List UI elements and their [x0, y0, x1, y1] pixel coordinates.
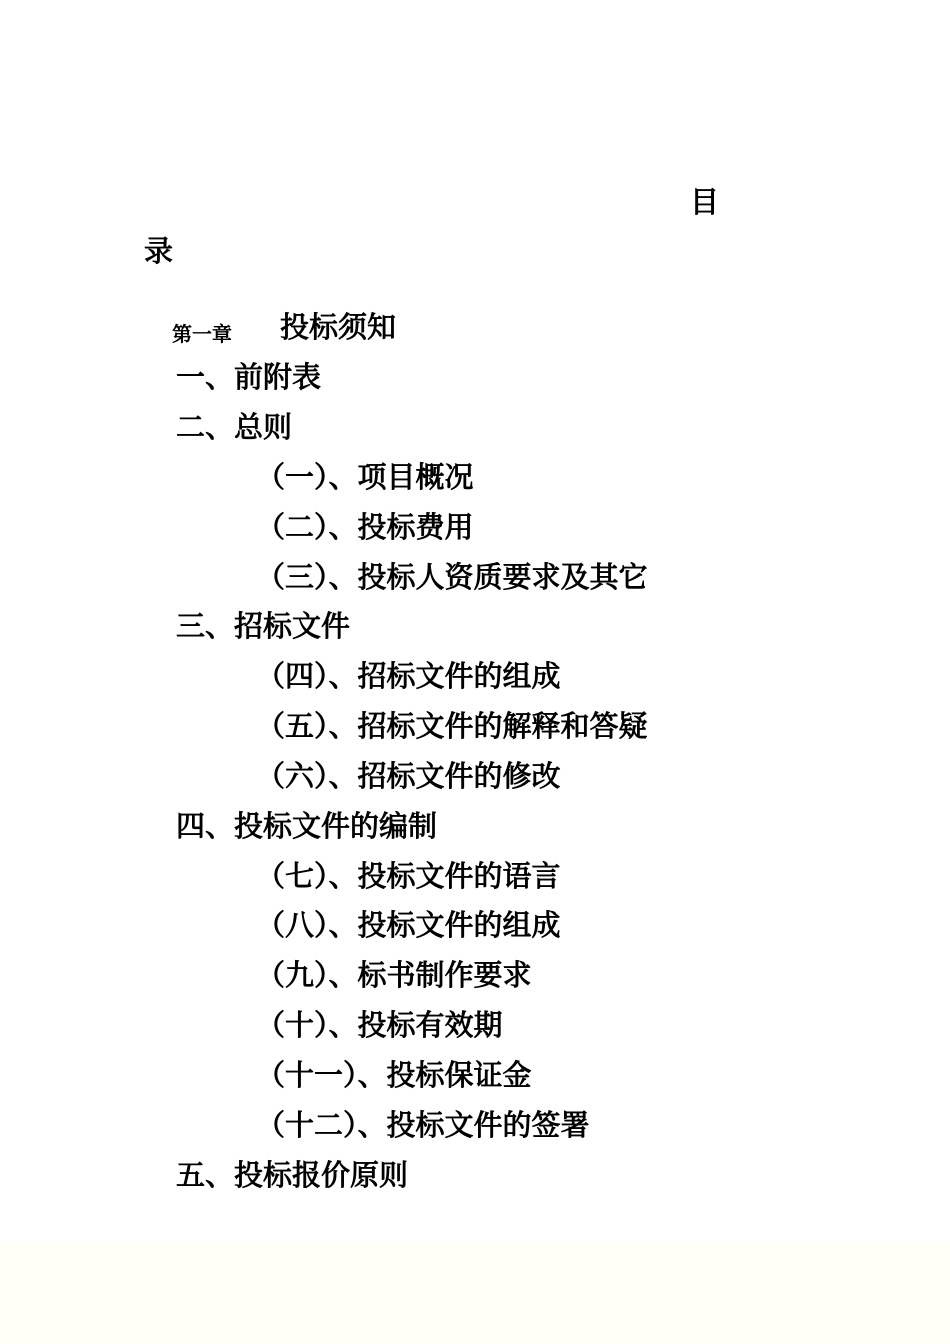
- toc-subsection-6: （六）、招标文件的修改: [256, 759, 561, 793]
- chapter-title: 投标须知: [280, 310, 397, 344]
- toc-subsection-2: （二）、投标费用: [256, 510, 474, 544]
- toc-subsection-7: （七）、投标文件的语言: [256, 859, 561, 893]
- toc-subsection-3: （三）、投标人资质要求及其它: [256, 560, 648, 594]
- toc-section-4: 四、投标文件的编制: [176, 809, 438, 843]
- page-bottom-band: [0, 1244, 950, 1344]
- toc-subsection-10: （十）、投标有效期: [256, 1008, 503, 1042]
- chapter-number: 第一章: [172, 322, 232, 346]
- toc-subsection-11: （十一）、投标保证金: [256, 1058, 532, 1092]
- toc-section-5: 五、投标报价原则: [176, 1158, 409, 1192]
- toc-subsection-12: （十二）、投标文件的签署: [256, 1108, 590, 1142]
- toc-subsection-5: （五）、招标文件的解释和答疑: [256, 709, 648, 743]
- toc-section-1: 一、前附表: [176, 360, 322, 394]
- toc-subsection-1: （一）、项目概况: [256, 460, 474, 494]
- toc-subsection-9: （九）、标书制作要求: [256, 958, 532, 992]
- toc-section-2: 二、总则: [176, 410, 293, 444]
- toc-section-3: 三、招标文件: [176, 609, 351, 643]
- toc-subsection-8: （八）、投标文件的组成: [256, 908, 561, 942]
- page-title-part-2: 录: [144, 234, 174, 268]
- toc-subsection-4: （四）、招标文件的组成: [256, 659, 561, 693]
- page-title-part-1: 目: [690, 185, 720, 219]
